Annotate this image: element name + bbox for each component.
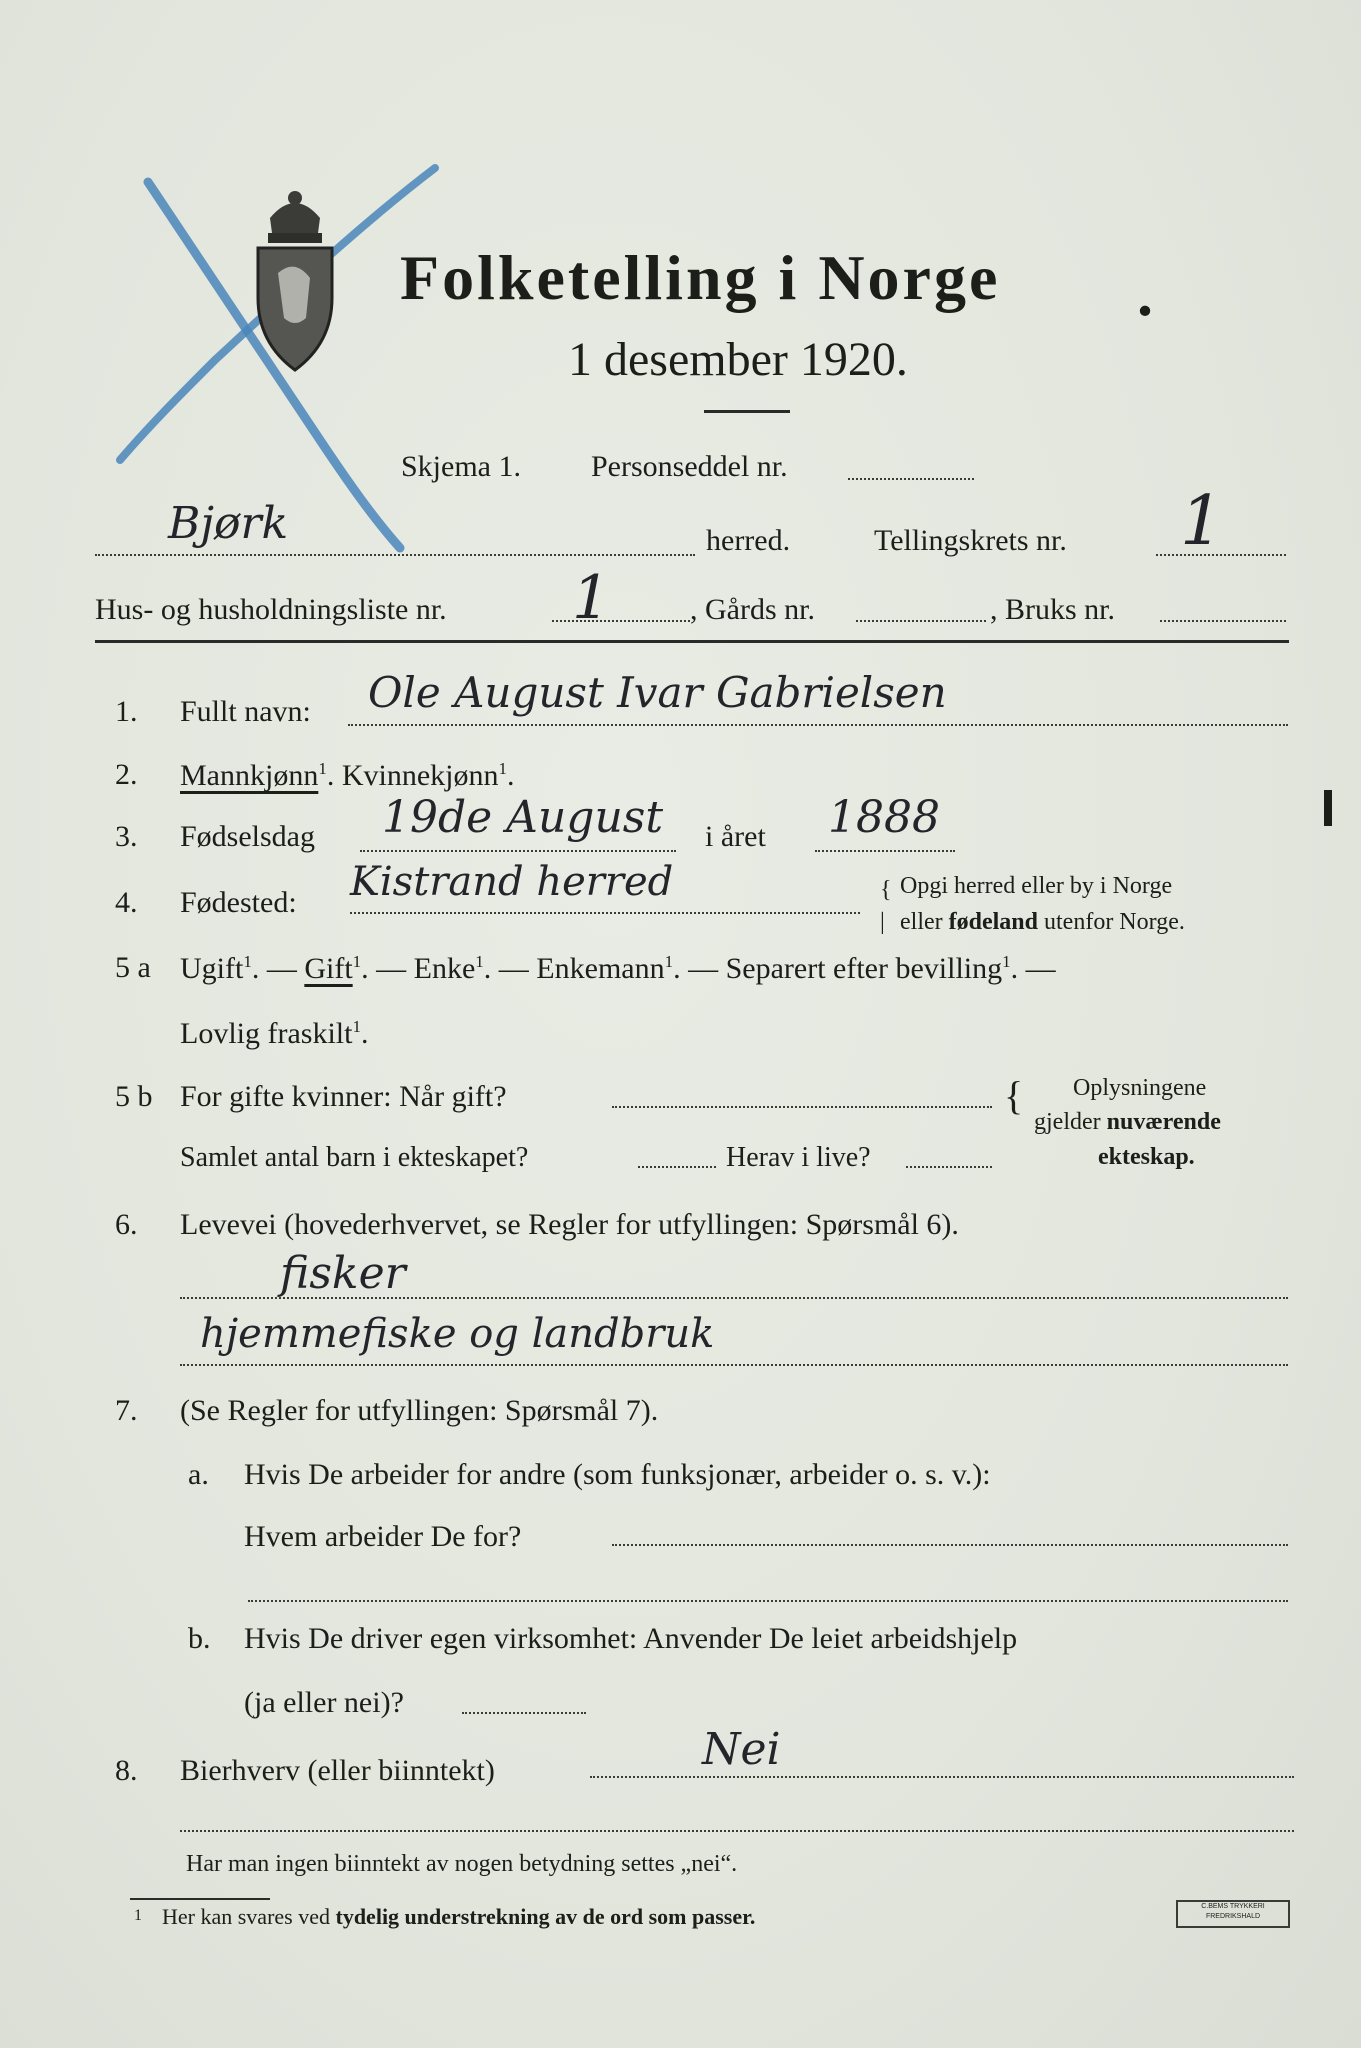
q2-options: Mannkjønn$^1$. Kvinnekjønn$^1$. — [180, 759, 515, 792]
option-separert[interactable]: Separert efter bevilling — [725, 952, 1003, 985]
q7a-question: Hvem arbeider De for? — [244, 1520, 522, 1553]
q5b-married-field[interactable] — [612, 1106, 992, 1108]
q8-value: Nei — [702, 1724, 781, 1775]
option-female[interactable]: Kvinnekjønn — [341, 759, 499, 792]
q8-number: 8. — [115, 1754, 138, 1787]
q6-field1[interactable] — [180, 1297, 1288, 1299]
q5b-note1: Oplysningene — [1073, 1075, 1207, 1101]
personseddel-field[interactable] — [848, 478, 974, 480]
q4-note-line1: Opgi herred eller by i Norge — [900, 873, 1173, 899]
footnote-text: Her kan svares ved tydelig understrekning av de ord som passer. — [162, 1904, 756, 1929]
edge-mark — [1324, 790, 1332, 826]
q7-label: (Se Regler for utfyllingen: Spørsmål 7). — [180, 1394, 659, 1427]
q4-value: Kistrand herred — [350, 859, 674, 905]
q7b-field[interactable] — [462, 1712, 586, 1714]
q7b-question: (ja eller nei)? — [244, 1686, 404, 1719]
q4-note-line2: eller fødeland utenfor Norge. — [900, 909, 1185, 935]
hus-label: Hus- og husholdningsliste nr. — [95, 593, 447, 626]
tellingskrets-value: 1 — [1180, 482, 1224, 561]
tellingskrets-field[interactable] — [1156, 554, 1286, 556]
form-title: Folketelling i Norge — [400, 242, 1001, 313]
q7b-text: Hvis De driver egen virksomhet: Anvender De leiet arbeidshjelp — [244, 1622, 1018, 1655]
q3-year-field[interactable] — [815, 850, 955, 852]
herred-value: Bjørk — [168, 498, 289, 549]
q7a-text: Hvis De arbeider for andre (som funksjonær, arbeider o. s. v.): — [244, 1458, 991, 1491]
hus-value: 1 — [572, 563, 611, 633]
q1-value: Ole August Ivar Gabrielsen — [368, 668, 947, 717]
q7b-letter: b. — [188, 1622, 211, 1655]
q2-number: 2. — [115, 758, 138, 791]
q7a-field1[interactable] — [612, 1544, 1288, 1546]
q5a-options: Ugift$^1$. — Gift$^1$. — Enke$^1$. — Enkemann$^1$. — Separert efter bevilling$^1$. — — [180, 952, 1056, 985]
personseddel-label: Personseddel nr. — [591, 450, 788, 483]
hus-field[interactable] — [552, 620, 690, 622]
q5b-note2: gjelder nuværende — [1034, 1109, 1221, 1135]
skjema-label: Skjema 1. — [401, 450, 521, 483]
title-divider — [704, 410, 790, 413]
q5a-options-line2: Lovlig fraskilt$^1$. — [180, 1017, 369, 1050]
q4-note-brace: { | — [880, 877, 892, 935]
q5b-children-field[interactable] — [638, 1166, 716, 1168]
q3-value: 19de August — [382, 792, 664, 843]
q1-label: Fullt navn: — [180, 695, 311, 728]
q5b-alive-field[interactable] — [906, 1166, 992, 1168]
period-dot: . — [1137, 258, 1153, 329]
q1-number: 1. — [115, 695, 138, 728]
q6-label: Levevei (hovederhvervet, se Regler for utfyllingen: Spørsmål 6). — [180, 1208, 959, 1241]
census-date: 1 desember 1920. — [568, 333, 908, 386]
q4-field[interactable] — [350, 912, 860, 914]
q6-value2: hjemmefiske og landbruk — [200, 1311, 715, 1357]
option-enkemann[interactable]: Enkemann — [536, 952, 665, 985]
option-enke[interactable]: Enke — [413, 952, 476, 985]
q6-field2[interactable] — [180, 1364, 1288, 1366]
herred-field[interactable] — [95, 554, 695, 556]
q7a-field2[interactable] — [248, 1600, 1288, 1602]
gards-field[interactable] — [856, 620, 986, 622]
gards-label: , Gårds nr. — [690, 593, 815, 626]
q5a-number: 5 a — [115, 951, 151, 984]
option-gift[interactable]: Gift — [304, 952, 353, 985]
q5b-number: 5 b — [115, 1080, 153, 1113]
herred-label: herred. — [706, 524, 791, 557]
q5b-label2: Samlet antal barn i ekteskapet? — [180, 1142, 529, 1173]
q3-field[interactable] — [360, 850, 676, 852]
q6-number: 6. — [115, 1208, 138, 1241]
option-male[interactable]: Mannkjønn — [180, 759, 319, 792]
q1-field[interactable] — [348, 724, 1288, 726]
printer-stamp: C.BEMS TRYKKERI FREDRIKSHALD — [1176, 1900, 1290, 1928]
q6-value1: fisker — [280, 1248, 406, 1299]
option-lovlig-fraskilt[interactable]: Lovlig fraskilt — [180, 1017, 353, 1050]
footer-note: Har man ingen biinntekt av nogen betydning settes „nei“. — [186, 1851, 738, 1877]
option-ugift[interactable]: Ugift — [180, 952, 244, 985]
footnote-mark: 1 — [134, 1907, 142, 1924]
q5b-label3: Herav i live? — [726, 1142, 871, 1173]
q3-number: 3. — [115, 820, 138, 853]
footnote-divider — [130, 1898, 270, 1900]
q3-label: Fødselsdag — [180, 820, 315, 853]
q5b-note3: ekteskap. — [1098, 1144, 1195, 1170]
bruks-field[interactable] — [1160, 620, 1286, 622]
q4-number: 4. — [115, 886, 138, 919]
coat-of-arms-icon — [240, 178, 350, 378]
q3-year-value: 1888 — [828, 792, 940, 843]
q5b-label1: For gifte kvinner: Når gift? — [180, 1080, 507, 1113]
q8-field1[interactable] — [590, 1776, 1294, 1778]
q5b-brace: { — [1004, 1073, 1024, 1118]
bruks-label: , Bruks nr. — [990, 593, 1116, 626]
tellingskrets-label: Tellingskrets nr. — [874, 524, 1067, 557]
q3-year-label: i året — [705, 820, 766, 853]
q7-number: 7. — [115, 1394, 138, 1427]
q4-label: Fødested: — [180, 886, 297, 919]
q7a-letter: a. — [188, 1458, 209, 1491]
q8-field2[interactable] — [180, 1830, 1294, 1832]
header-rule — [95, 640, 1289, 643]
q8-label: Bierhverv (eller biinntekt) — [180, 1754, 495, 1787]
